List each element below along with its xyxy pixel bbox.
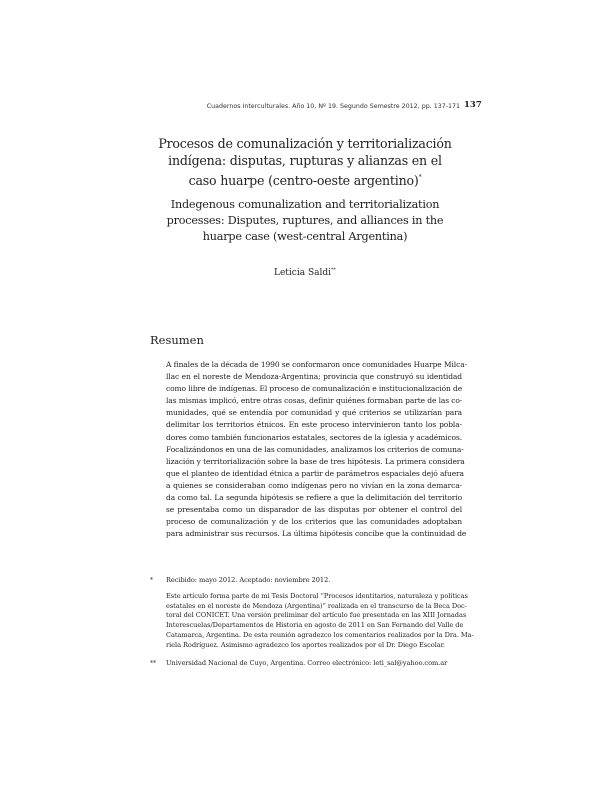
title-spanish bbox=[150, 135, 460, 189]
author-name: Leticia Saldi bbox=[274, 268, 331, 278]
title-es-line bbox=[150, 169, 460, 189]
footnote-2 bbox=[150, 659, 462, 669]
title-en-line: huarpe case (west-central Argentina) bbox=[202, 230, 408, 243]
abstract-line: dores como también funcionarios estatales, sectores de la iglesia y académicos. bbox=[166, 432, 462, 442]
footnote-1-note bbox=[166, 591, 474, 651]
footnotes bbox=[150, 576, 474, 668]
abstract-line: lización y territorialización sobre la base de tres hipótesis. La primera considera bbox=[166, 456, 465, 466]
footnote-marker: * bbox=[150, 577, 153, 584]
abstract-line: para administrar sus recursos. La última hipótesis concibe que la continuidad de bbox=[166, 529, 467, 539]
title-es-line-text: caso huarpe (centro-oeste argentino) bbox=[188, 173, 419, 188]
abstract-line: A finales de la década de 1990 se conformaron once comunidades Huarpe Milca- bbox=[166, 360, 468, 369]
title-en-line: processes: Disputes, ruptures, and alliances in the bbox=[166, 214, 444, 227]
footnote-line: estatales en el noreste de Mendoza (Argentina)” realizada en el transcurso de la Beca Doc- bbox=[166, 601, 467, 610]
title-es-line: Procesos de comunalización y territorialización bbox=[158, 136, 452, 151]
abstract-line: proceso de comunalización y de los criterios que las comunidades adoptaban bbox=[166, 517, 462, 527]
author bbox=[150, 267, 460, 278]
abstract-line: delimitar los territorios étnicos. En este proceso intervinieron tanto los pobla- bbox=[166, 420, 462, 430]
title-es-line: indígena: disputas, rupturas y alianzas en el bbox=[168, 153, 442, 168]
running-header: Cuadernos Interculturales. Año 10, Nº 19. Segundo Semestre 2012, pp. 137-171 bbox=[206, 103, 460, 110]
footnote-1 bbox=[150, 576, 474, 651]
author-footnote-marker[interactable]: ** bbox=[331, 267, 336, 273]
footnote-line: Interescuelas/Departamentos de Historia en agosto de 2011 en San Fernando del Valle de bbox=[166, 621, 464, 630]
footnote-affiliation: Universidad Nacional de Cuyo, Argentina. Correo electrónico: leti_sal@yahoo.com.ar bbox=[166, 658, 448, 667]
footnote-marker: ** bbox=[150, 659, 156, 667]
abstract-line: a quienes se consideraban como indígenas pero no vivían en la zona demarca- bbox=[166, 480, 462, 490]
title-english bbox=[150, 197, 460, 245]
abstract-line: se presentaba como un disparador de las disputas por obtener el control del bbox=[166, 505, 462, 515]
abstract-line: munidades, qué se entendía por comunidad y qué criterios se utilizarían para bbox=[166, 408, 462, 418]
abstract-line: da como tal. La segunda hipótesis se refiere a que la delimitación del territorio bbox=[166, 493, 462, 503]
abstract-body bbox=[166, 359, 468, 540]
page-number: 137 bbox=[464, 100, 482, 110]
footnote-line: Catamarca, Argentina. De esta reunión agradezco los comentarios realizados por la Dra. Ma- bbox=[166, 630, 474, 639]
abstract-line: Focalizándonos en una de las comunidades, analizamos los criterios de comuna- bbox=[166, 444, 464, 454]
footnote-line: Este artículo forma parte de mi Tesis Doctoral “Procesos identitarios, naturaleza y políticas bbox=[166, 591, 468, 600]
footnote-line: riela Rodríguez. Asimismo agradezco los aportes realizados por el Dr. Diego Escolar. bbox=[166, 640, 446, 649]
abstract-line: como libre de indígenas. El proceso de comunalización e institucionalización de bbox=[166, 384, 463, 394]
abstract-line: llac en el noreste de Mendoza-Argentina; provincia que construyó su identidad bbox=[166, 372, 462, 382]
footnote-received-dates: Recibido: mayo 2012. Aceptado: noviembre 2012. bbox=[166, 576, 331, 584]
abstract-line: las mismas implicó, entre otras cosas, definir quiénes formaban parte de las co- bbox=[166, 396, 463, 406]
abstract-line: que el planteo de identidad étnica a partir de parámetros espaciales dejó afuera bbox=[166, 468, 464, 478]
title-footnote-marker[interactable]: * bbox=[418, 174, 422, 181]
abstract-heading: Resumen bbox=[150, 333, 204, 347]
title-en-line: Indegenous comunalization and territorialization bbox=[170, 198, 440, 211]
footnote-line: toral del CONICET. Una versión preliminar del artículo fue presentada en las XIII Jornadas bbox=[166, 611, 467, 620]
